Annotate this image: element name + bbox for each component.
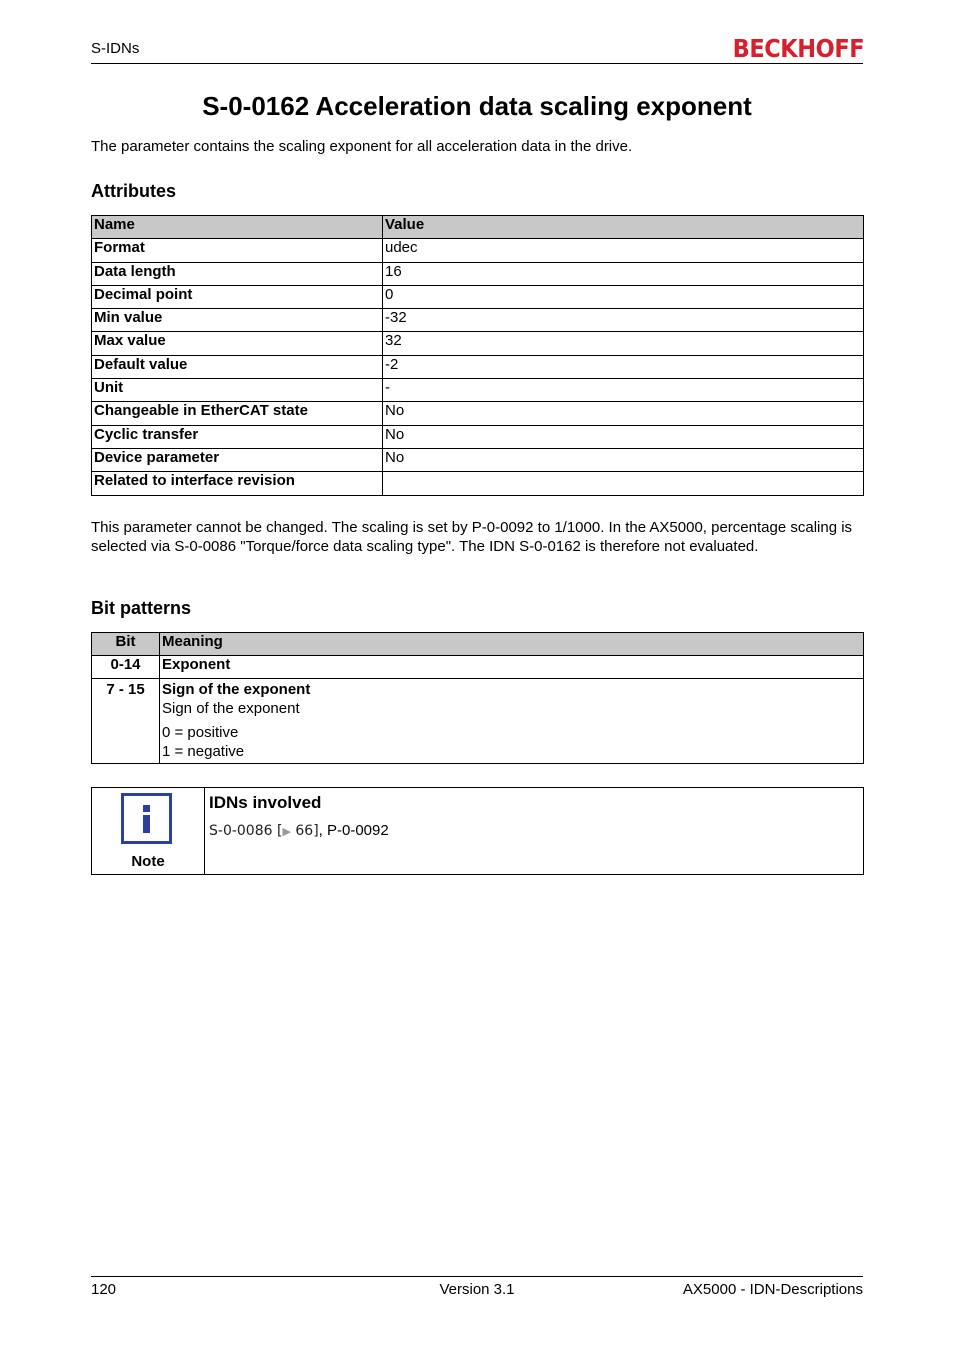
column-header: Value — [383, 216, 864, 239]
attr-value: No — [383, 448, 864, 471]
note-label: Note — [131, 853, 165, 870]
attr-value: - — [383, 379, 864, 402]
attributes-table — [91, 215, 864, 496]
idn-link-page[interactable]: 66 — [295, 823, 314, 839]
table-row — [92, 239, 864, 262]
table-row — [92, 448, 864, 471]
attr-name: Cyclic transfer — [92, 425, 383, 448]
bit-range: 7 - 15 — [92, 679, 160, 764]
footer-divider — [91, 1276, 863, 1277]
bit-range: 0-14 — [92, 656, 160, 679]
attr-name: Related to interface revision — [92, 472, 383, 495]
bit-meaning-cell — [160, 679, 864, 764]
attr-value: -2 — [383, 355, 864, 378]
table-row — [92, 472, 864, 495]
table-row — [92, 402, 864, 425]
footer-document: AX5000 - IDN-Descriptions — [682, 1281, 863, 1298]
attr-value: 0 — [383, 285, 864, 308]
idn-other: , P-0-0092 — [318, 822, 389, 839]
description-text: This parameter cannot be changed. The scaling is set by P-0-0092 to 1/1000. In the AX5000, percentage scaling is selected via S-0-0086 "Torque/force data scaling type". The IDN S-0-0162 is therefore not evaluated. — [91, 519, 853, 555]
attr-value: -32 — [383, 309, 864, 332]
table-row — [92, 379, 864, 402]
bit-patterns-table — [91, 632, 864, 764]
table-row — [92, 656, 864, 679]
bit-meaning: Sign of the exponent — [162, 681, 311, 698]
attr-name: Device parameter — [92, 448, 383, 471]
beckhoff-logo: BECKHOFF — [732, 34, 864, 63]
attr-name: Default value — [92, 355, 383, 378]
table-row — [92, 309, 864, 332]
bit-value: 1 = negative — [162, 742, 245, 760]
bit-patterns-heading: Bit patterns — [91, 598, 192, 618]
note-text: S-0-0086 [▶ 66], P-0-0092 — [209, 822, 389, 839]
attr-name: Max value — [92, 332, 383, 355]
attr-name: Changeable in EtherCAT state — [92, 402, 383, 425]
bit-value: 0 = positive — [162, 724, 239, 741]
table-header-row — [92, 633, 864, 656]
attr-value: No — [383, 402, 864, 425]
header-divider — [91, 63, 863, 64]
table-row — [92, 679, 864, 764]
info-icon — [121, 793, 172, 844]
idn-link[interactable]: S-0-0086 — [209, 823, 273, 839]
attributes-heading: Attributes — [91, 181, 176, 201]
table-row — [92, 355, 864, 378]
attr-value: 16 — [383, 262, 864, 285]
note-title: IDNs involved — [209, 793, 322, 812]
header-section: S-IDNs — [91, 40, 140, 57]
attr-name: Min value — [92, 309, 383, 332]
attr-value: No — [383, 425, 864, 448]
attr-value: 32 — [383, 332, 864, 355]
column-header: Name — [92, 216, 383, 239]
note-box — [91, 787, 864, 875]
bit-description: Sign of the exponent — [162, 699, 300, 717]
attr-name: Unit — [92, 379, 383, 402]
attr-value — [383, 472, 864, 495]
attr-value: udec — [383, 239, 864, 262]
bit-meaning: Exponent — [160, 656, 864, 679]
table-row — [92, 285, 864, 308]
page-arrow-icon: ▶ — [282, 826, 291, 838]
attr-name: Data length — [92, 262, 383, 285]
table-row — [92, 262, 864, 285]
footer-page-number: 120 — [91, 1281, 117, 1298]
column-header: Bit — [92, 633, 160, 656]
page-title: S-0-0162 Acceleration data scaling exponent — [202, 91, 752, 121]
attr-name: Format — [92, 239, 383, 262]
column-header: Meaning — [160, 633, 864, 656]
attr-name: Decimal point — [92, 285, 383, 308]
footer-version: Version 3.1 — [439, 1281, 515, 1298]
table-row — [92, 332, 864, 355]
note-icon-cell — [92, 788, 205, 874]
table-row — [92, 425, 864, 448]
table-header-row — [92, 216, 864, 239]
intro-text: The parameter contains the scaling exponent for all acceleration data in the drive. — [91, 138, 633, 155]
